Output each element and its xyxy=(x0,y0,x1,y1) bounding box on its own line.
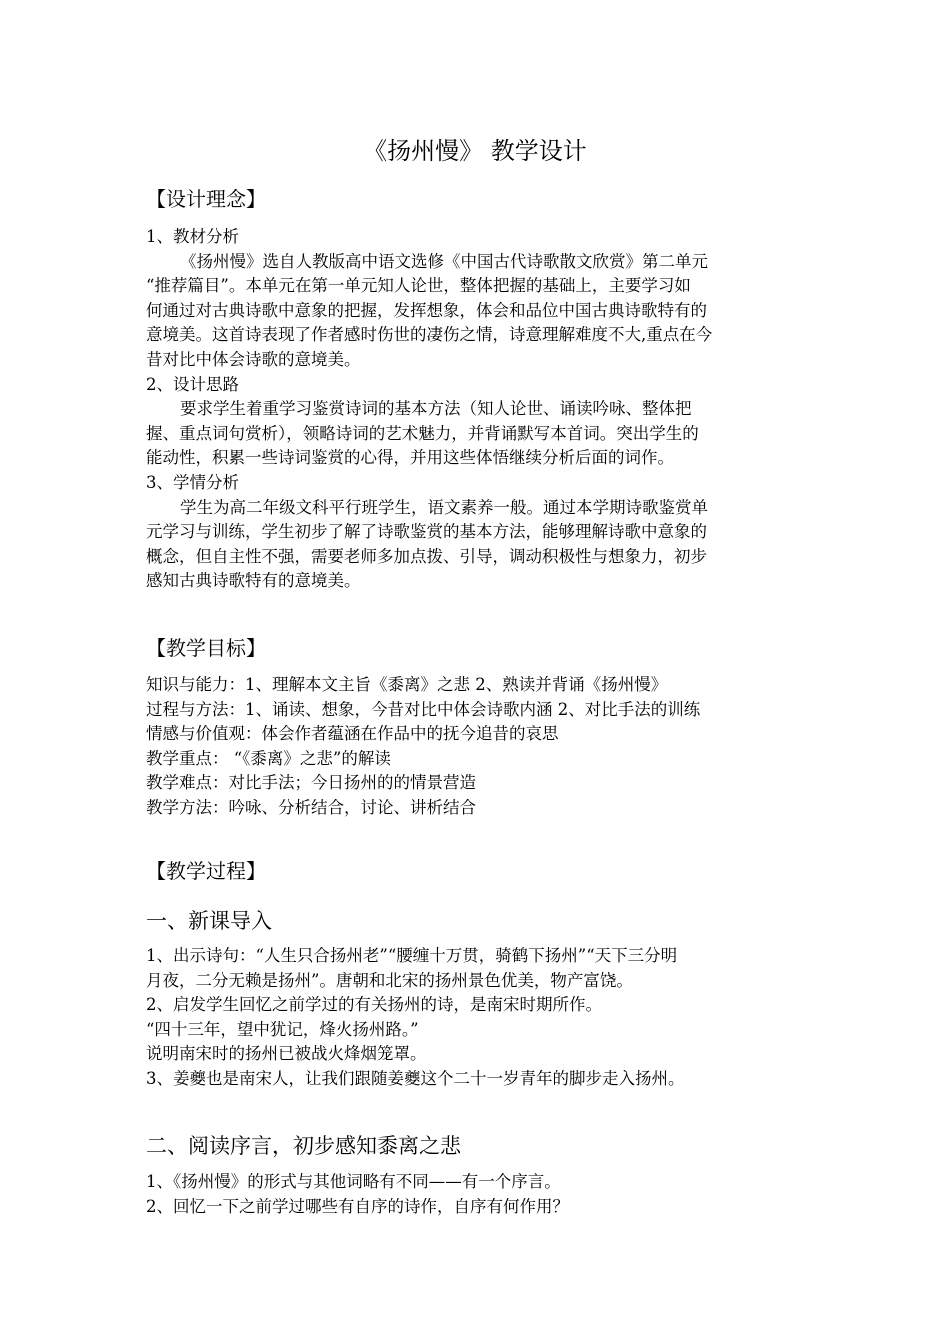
paragraph-line: 学生为高二年级文科平行班学生，语文素养一般。通过本学期诗歌鉴赏单 xyxy=(180,497,708,517)
section-heading-design-concept: 【设计理念】 xyxy=(146,187,266,211)
process-line: 说明南宋时的扬州已被战火烽烟笼罩。 xyxy=(146,1044,427,1064)
subheading-design-approach: 2、设计思路 xyxy=(146,374,239,394)
goal-line: 知识与能力：1、理解本文主旨《黍离》之悲 2、熟读并背诵《扬州慢》 xyxy=(146,675,668,694)
goal-line: 过程与方法：1、诵读、想象，今昔对比中体会诗歌内涵 2、对比手法的训练 xyxy=(146,699,701,719)
goal-line: 情感与价值观：体会作者蕴涵在作品中的抚今追昔的哀思 xyxy=(146,724,559,744)
section-design-concept xyxy=(146,184,806,594)
process-line: 2、回忆一下之前学过哪些有自序的诗作，自序有何作用？ xyxy=(146,1196,569,1216)
process-part-2 xyxy=(146,1131,806,1219)
paragraph-line: 概念，但自主性不强，需要老师多加点拨、引导，调动积极性与想象力，初步 xyxy=(146,546,707,566)
paragraph-line: 意境美。这首诗表现了作者感时伤世的凄伤之情，诗意理解难度不大,重点在今 xyxy=(146,325,713,345)
paragraph-line: 要求学生着重学习鉴赏诗词的基本方法（知人论世、诵读吟咏、整体把 xyxy=(180,399,692,419)
paragraph-line: 能动性，积累一些诗词鉴赏的心得，并用这些体悟继续分析后面的词作。 xyxy=(146,448,674,468)
section-heading-teaching-process: 【教学过程】 xyxy=(146,859,266,883)
process-part-1 xyxy=(146,906,806,1092)
subheading-student-analysis: 3、学情分析 xyxy=(146,472,239,492)
subheading-material-analysis: 1、教材分析 xyxy=(146,227,239,246)
paragraph-line: 握、重点词句赏析），领略诗词的艺术魅力，并背诵默写本首词。突出学生的 xyxy=(146,423,699,443)
section-teaching-goals xyxy=(146,633,806,821)
process-line: 月夜，二分无赖是扬州”。唐朝和北宋的扬州景色优美，物产富饶。 xyxy=(146,970,633,990)
goal-line: 教学方法：吟咏、分析结合，讨论、讲析结合 xyxy=(146,797,476,817)
goal-line: 教学重点： “《黍离》之悲”的解读 xyxy=(146,748,391,768)
paragraph-line: “推荐篇目”。本单元在第一单元知人论世，整体把握的基础上，主要学习如 xyxy=(146,276,691,296)
part-heading-preface-reading: 二、阅读序言，初步感知黍离之悲 xyxy=(146,1134,461,1158)
goal-line: 教学难点：对比手法；今日扬州的的情景营造 xyxy=(146,773,476,793)
process-line: 2、启发学生回忆之前学过的有关扬州的诗，是南宋时期所作。 xyxy=(146,995,602,1015)
paragraph-line: 昔对比中体会诗歌的意境美。 xyxy=(146,349,361,369)
paragraph-line: 何通过对古典诗歌中意象的把握，发挥想象，体会和品位中国古典诗歌特有的 xyxy=(146,300,707,320)
process-line: “四十三年，望中犹记，烽火扬州路。” xyxy=(146,1019,419,1039)
paragraph-line: 元学习与训练，学生初步了解了诗歌鉴赏的基本方法，能够理解诗歌中意象的 xyxy=(146,522,707,542)
part-heading-new-lesson: 一、新课导入 xyxy=(146,909,272,933)
process-line: 3、姜夔也是南宋人，让我们跟随姜夔这个二十一岁青年的脚步走入扬州。 xyxy=(146,1068,685,1088)
paragraph-line: 感知古典诗歌特有的意境美。 xyxy=(146,571,361,591)
process-line: 1、出示诗句：“人生只合扬州老”“腰缠十万贯，骑鹤下扬州”“天下三分明 xyxy=(146,946,678,965)
document-title: 《扬州慢》 教学设计 xyxy=(363,137,587,165)
paragraph-line: 《扬州慢》选自人教版高中语文选修《中国古代诗歌散文欣赏》第二单元 xyxy=(180,251,708,271)
section-teaching-process xyxy=(146,856,806,886)
process-line: 1、《扬州慢》的形式与其他词略有不同——有一个序言。 xyxy=(146,1172,561,1191)
section-heading-teaching-goals: 【教学目标】 xyxy=(146,636,266,660)
